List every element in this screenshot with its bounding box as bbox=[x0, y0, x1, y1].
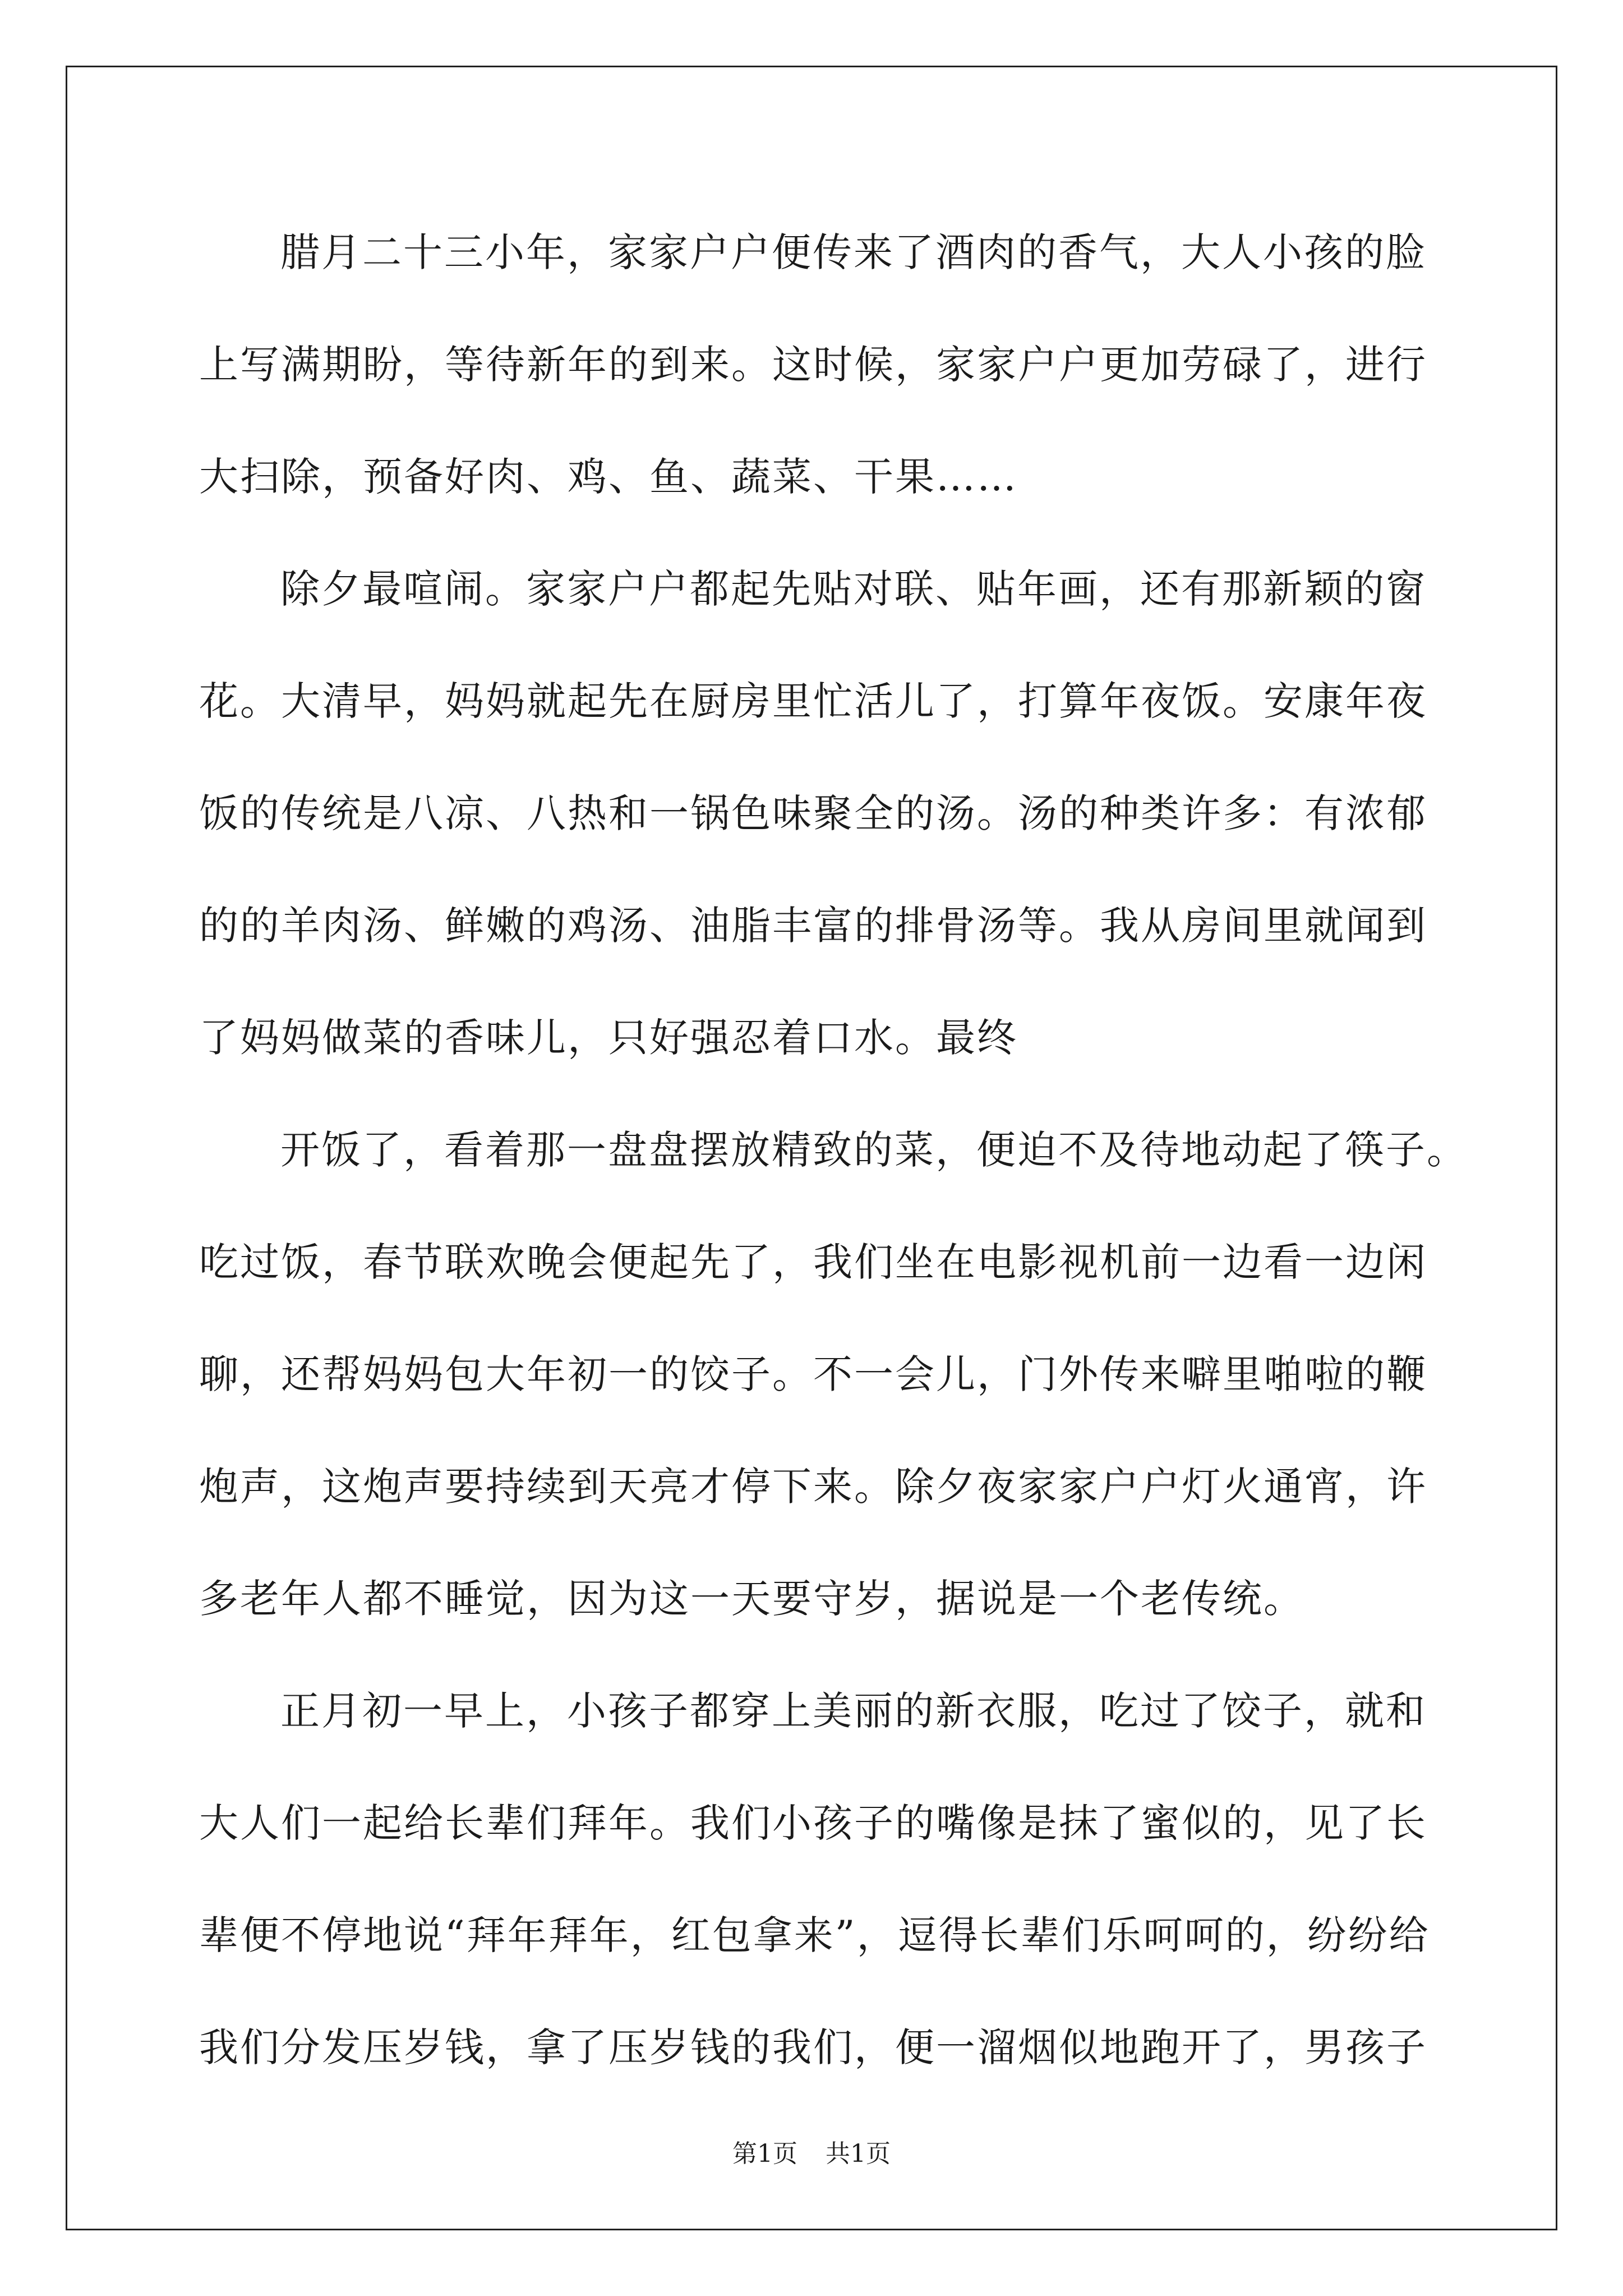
page-total: 共1页 bbox=[826, 2139, 891, 2168]
text-line: 花。大清早，妈妈就起先在厨房里忙活儿了，打算年夜饭。安康年夜 bbox=[199, 678, 1427, 724]
text-line: 开饭了，看着那一盘盘摆放精致的菜，便迫不及待地动起了筷子。 bbox=[280, 1127, 1468, 1173]
text-line: 大人们一起给长辈们拜年。我们小孩子的嘴像是抹了蜜似的，见了长 bbox=[199, 1800, 1427, 1846]
text-line: 吃过饭，春节联欢晚会便起先了，我们坐在电影视机前一边看一边闲 bbox=[199, 1239, 1427, 1285]
text-line: 了妈妈做菜的香味儿，只好强忍着口水。最终 bbox=[199, 1015, 1018, 1061]
text-line: 除夕最喧闹。家家户户都起先贴对联、贴年画，还有那新颖的窗 bbox=[280, 566, 1427, 612]
text-line: 辈便不停地说“拜年拜年，红包拿来”，逗得长辈们乐呵呵的，纷纷给 bbox=[199, 1912, 1430, 1958]
document-body bbox=[199, 213, 1468, 2120]
text-line: 上写满期盼，等待新年的到来。这时候，家家户户更加劳碌了，进行 bbox=[199, 342, 1427, 388]
text-line: 大扫除，预备好肉、鸡、鱼、蔬菜、干果…… bbox=[199, 454, 1018, 500]
text-line: 多老年人都不睡觉，因为这一天要守岁，据说是一个老传统。 bbox=[199, 1576, 1304, 1622]
text-line: 饭的传统是八凉、八热和一锅色味聚全的汤。汤的种类许多：有浓郁 bbox=[199, 790, 1427, 836]
text-line: 炮声，这炮声要持续到天亮才停下来。除夕夜家家户户灯火通宵，许 bbox=[199, 1464, 1427, 1510]
page-footer bbox=[0, 2137, 1623, 2171]
page-number: 第1页 bbox=[732, 2139, 797, 2168]
text-line: 正月初一早上，小孩子都穿上美丽的新衣服，吃过了饺子，就和 bbox=[280, 1688, 1427, 1734]
text-line: 的的羊肉汤、鲜嫩的鸡汤、油脂丰富的排骨汤等。我从房间里就闻到 bbox=[199, 903, 1427, 949]
text-line: 腊月二十三小年，家家户户便传来了酒肉的香气，大人小孩的脸 bbox=[280, 229, 1427, 275]
text-line: 聊，还帮妈妈包大年初一的饺子。不一会儿，门外传来噼里啪啦的鞭 bbox=[199, 1351, 1427, 1397]
text-line: 我们分发压岁钱，拿了压岁钱的我们，便一溜烟似地跑开了，男孩子 bbox=[199, 2024, 1427, 2070]
